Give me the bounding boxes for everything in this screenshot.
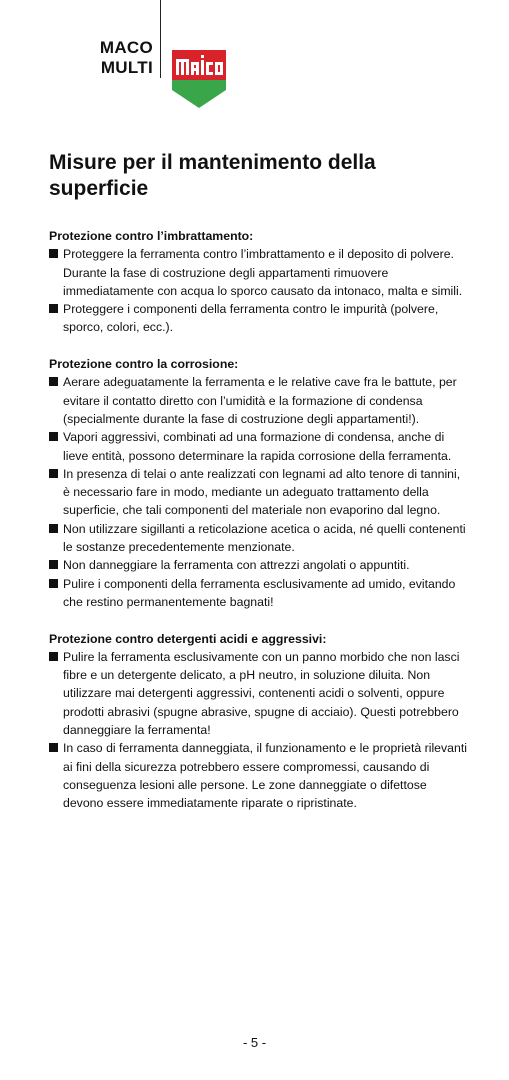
brand-name xyxy=(100,38,153,78)
bullet-text: Pulire la ferramenta esclusivamente con un panno morbido che non lasci fibre e un detergente delicato, a pH neutro, in soluzione diluita. Non utilizzare mai detergenti aggressivi, contenenti acidi o solventi, oppure prodotti abrasivi (spugne abrasive, spugne di acciaio). Questi potrebbero danneggiare la ferramenta! xyxy=(63,649,460,738)
section-heading: Protezione contro la corrosione: xyxy=(49,357,239,372)
page-header xyxy=(0,0,509,120)
bullet-text: Pulire i componenti della ferramenta esclusivamente ad umido, evitando che restino permanentemente bagnati! xyxy=(63,576,456,609)
square-bullet-icon xyxy=(49,249,58,258)
bullet-item xyxy=(49,428,469,465)
brand-line-2: MULTI xyxy=(100,58,153,77)
bullet-item xyxy=(49,648,469,739)
page-number: - 5 - xyxy=(242,1035,267,1050)
square-bullet-icon xyxy=(49,469,58,478)
bullet-list xyxy=(49,373,469,611)
section xyxy=(49,630,469,813)
bullet-text: Proteggere la ferramenta contro l’imbrattamento e il deposito di polvere. Durante la fase di costruzione degli appartamenti rimuovere immediatamente con acqua lo sporco causato da intonaco, malta e simili. xyxy=(63,247,463,298)
section-heading: Protezione contro l’imbrattamento: xyxy=(49,229,254,243)
square-bullet-icon xyxy=(49,304,58,313)
square-bullet-icon xyxy=(49,652,58,661)
square-bullet-icon xyxy=(49,560,58,569)
brand-divider xyxy=(160,0,161,78)
bullet-text: In presenza di telai o ante realizzati con legnami ad alto tenore di tannini, è necessario fare in modo, mediante un adeguato trattamento della superficie, che tali componenti del materiale non evaporino dal legno. xyxy=(63,466,461,518)
square-bullet-icon xyxy=(49,377,58,386)
document-body xyxy=(49,227,469,831)
bullet-text: Non danneggiare la ferramenta con attrezzi angolati o appuntiti. xyxy=(63,558,410,573)
bullet-item xyxy=(49,556,469,574)
bullet-text: Proteggere i componenti della ferramenta contro le impurità (polvere, sporco, colori, ecc.). xyxy=(63,302,439,335)
bullet-list xyxy=(49,648,469,813)
bullet-item xyxy=(49,245,469,300)
maico-logo xyxy=(172,50,226,108)
bullet-text: Vapori aggressivi, combinati ad una formazione di condensa, anche di lieve entità, possono determinare la rapida corrosione della ferramenta. xyxy=(63,430,452,463)
brand-line-1: MACO xyxy=(99,38,153,57)
bullet-item xyxy=(49,575,469,612)
square-bullet-icon xyxy=(49,432,58,441)
bullet-item xyxy=(49,465,469,520)
bullet-item xyxy=(49,373,469,428)
bullet-text: Aerare adeguatamente la ferramenta e le relative cave fra le battute, per evitare il contatto diretto con l’umidità e la formazione di condensa (specialmente durante la fase di costruzione degli appartamenti!). xyxy=(63,375,457,426)
section-heading: Protezione contro detergenti acidi e aggressivi: xyxy=(49,631,327,646)
section xyxy=(49,355,469,611)
square-bullet-icon xyxy=(49,579,58,588)
bullet-text: In caso di ferramenta danneggiata, il funzionamento e le proprietà rilevanti ai fini della sicurezza potrebbero essere compromessi, causando di conseguenza lesioni alle persone. Le zone danneggiate o difettose devono essere immediatamente riparate o ripristinate. xyxy=(63,741,467,811)
bullet-text: Non utilizzare sigillanti a reticolazione acetica o acida, né quelli contenenti le sostanze precedentemente menzionate. xyxy=(63,521,466,555)
bullet-item xyxy=(49,520,469,557)
square-bullet-icon xyxy=(49,524,58,533)
bullet-list xyxy=(49,245,469,336)
page-title: Misure per il mantenimento della superficie xyxy=(49,151,376,200)
logo-green-chevron xyxy=(172,80,226,108)
bullet-item xyxy=(49,300,469,337)
section xyxy=(49,227,469,337)
square-bullet-icon xyxy=(49,743,58,752)
bullet-item xyxy=(49,739,469,812)
